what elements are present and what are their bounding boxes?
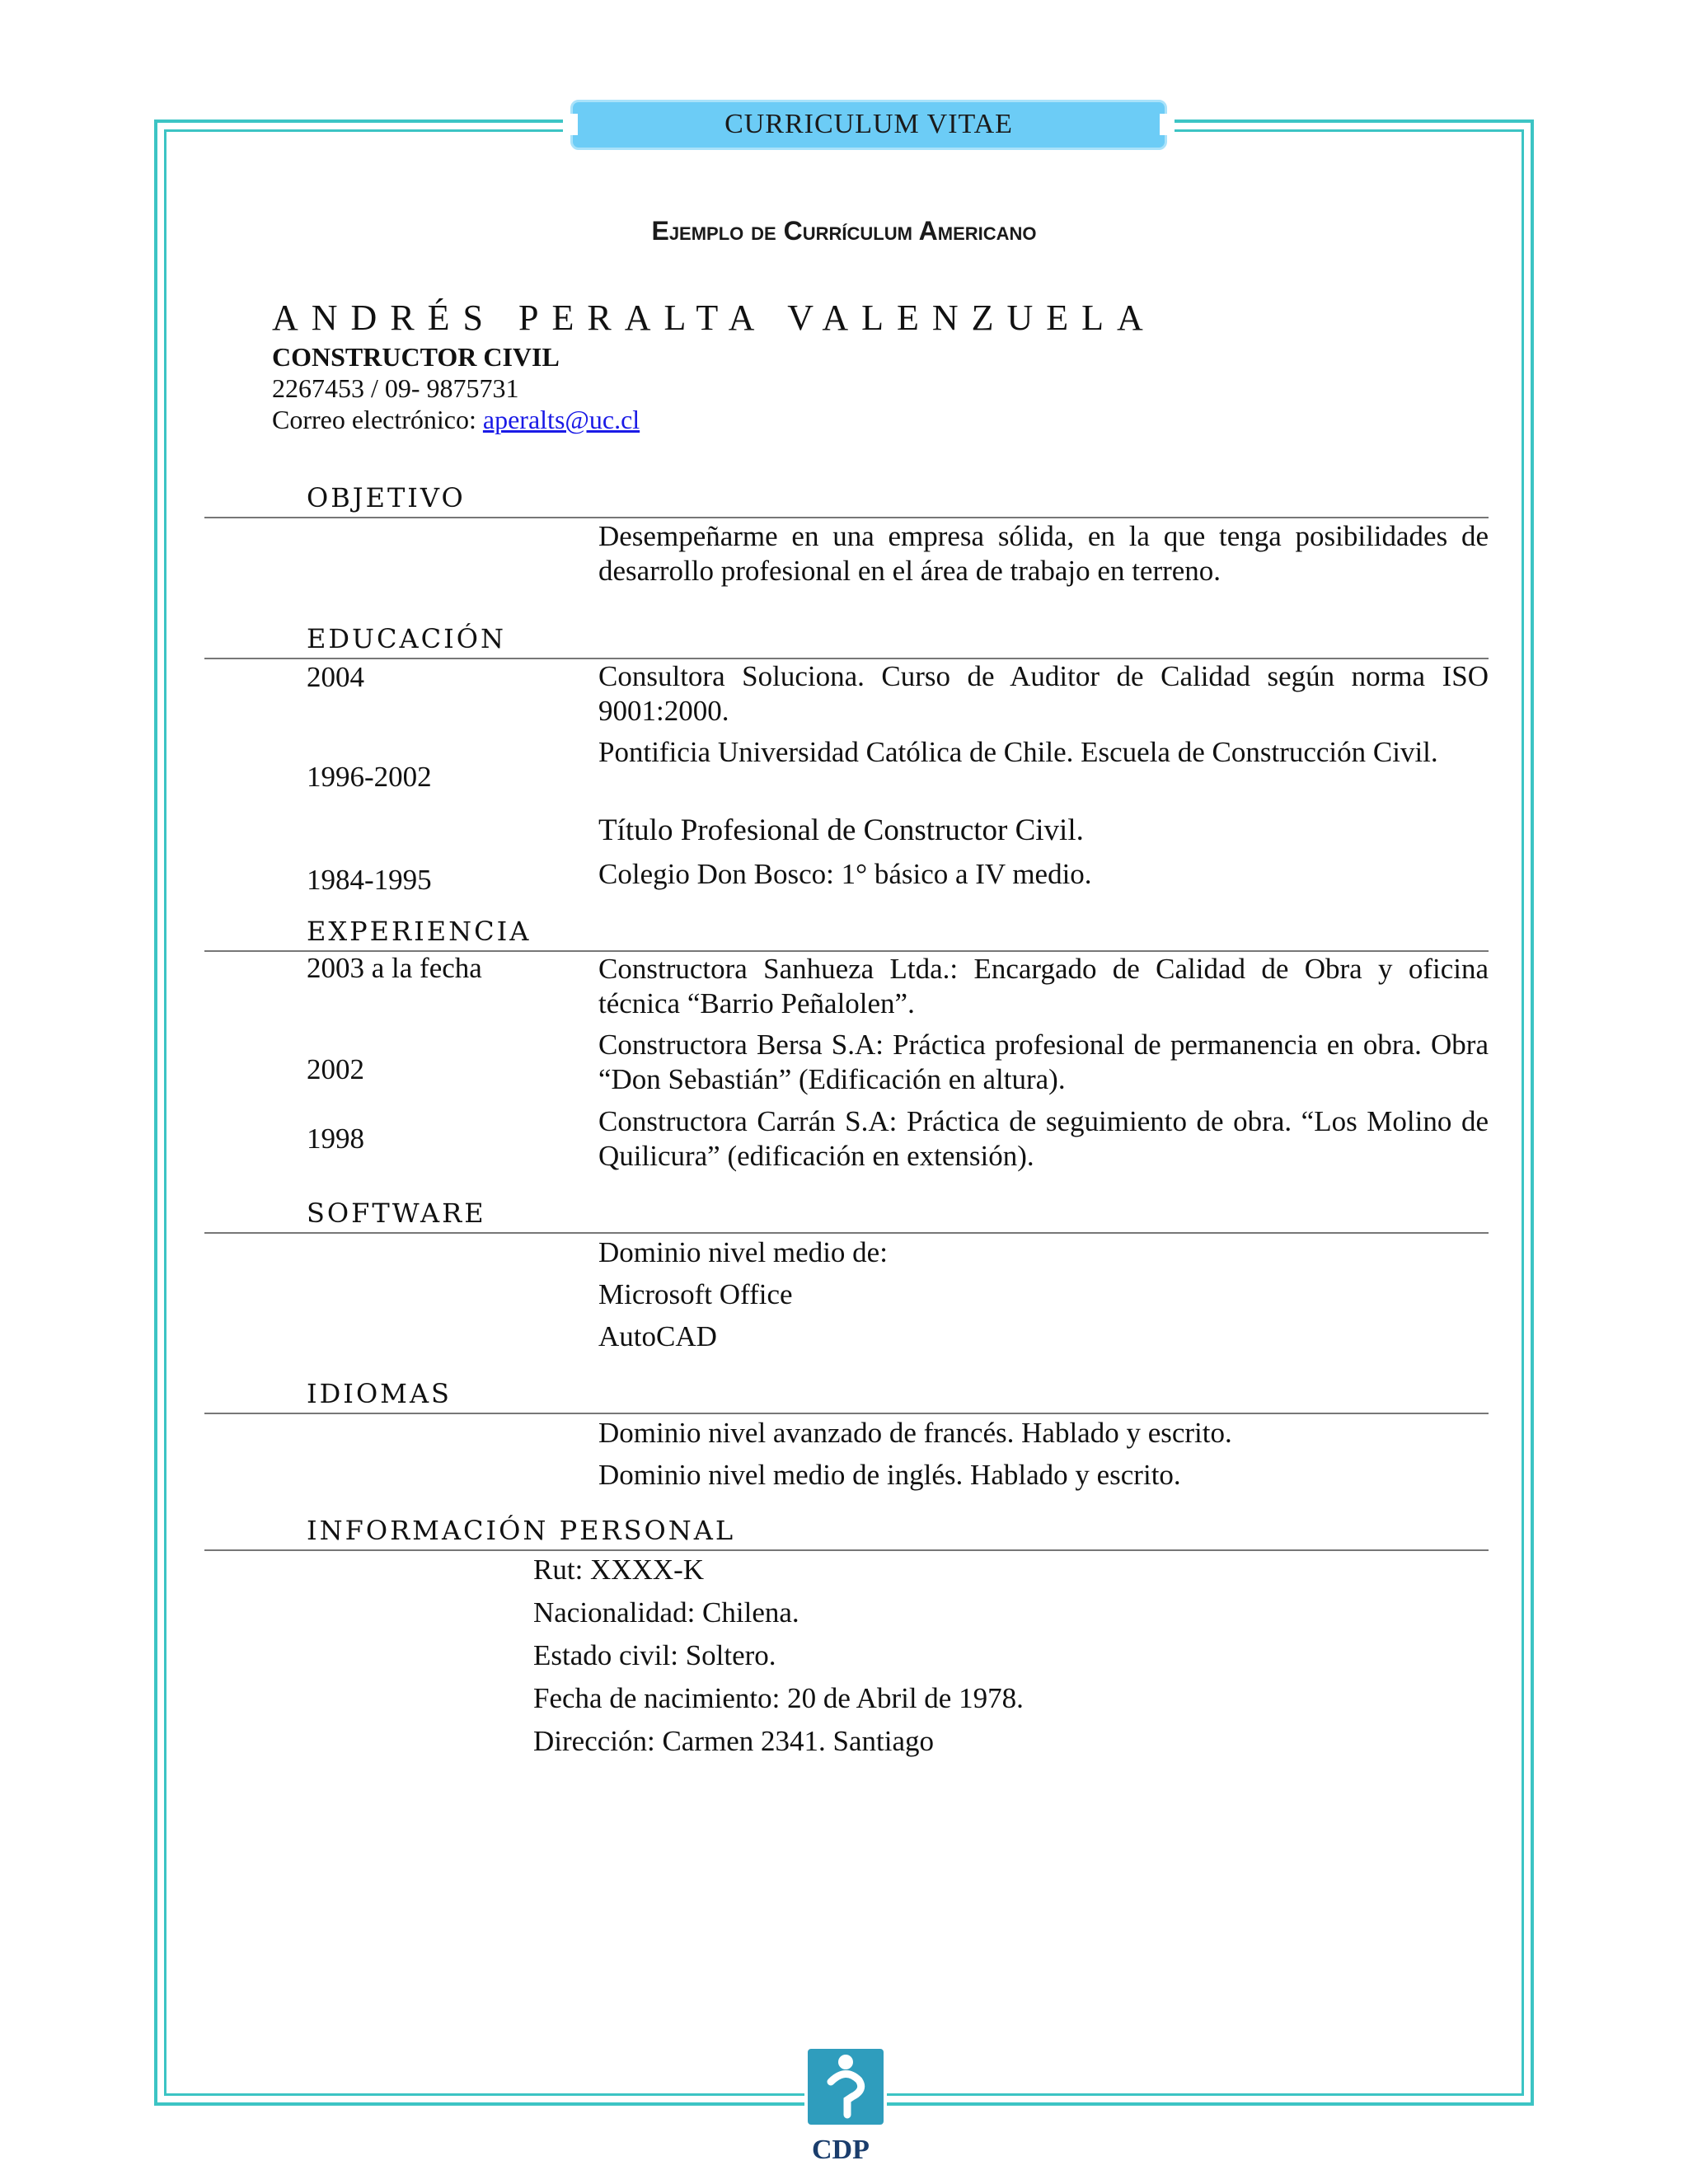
language-line: Dominio nivel medio de inglés. Hablado y escrito. bbox=[598, 1459, 1181, 1491]
education-entry: Colegio Don Bosco: 1° básico a IV medio. bbox=[598, 858, 1092, 890]
footer-logo-text: CDP bbox=[812, 2135, 870, 2165]
section-divider bbox=[204, 1413, 1489, 1414]
education-entry: Pontificia Universidad Católica de Chile. Escuela de Construcción Civil. bbox=[598, 736, 1438, 768]
experience-entry: Constructora Bersa S.A: Práctica profesional de permanencia en obra. Obra “Don Sebastián” (Edificación en altura). bbox=[598, 1029, 1489, 1095]
personal-info-line: Fecha de nacimiento: 20 de Abril de 1978. bbox=[533, 1682, 1024, 1714]
cv-banner-label: CURRICULUM VITAE bbox=[724, 109, 1013, 139]
experience-year: 2002 bbox=[307, 1053, 364, 1085]
person-name: ANDRÉS PERALTA VALENZUELA bbox=[272, 298, 1156, 338]
experience-year: 1998 bbox=[307, 1122, 364, 1155]
education-year: 1984-1995 bbox=[307, 864, 432, 896]
cv-banner bbox=[570, 100, 1167, 150]
section-title-experiencia: EXPERIENCIA bbox=[307, 916, 532, 947]
education-entry: Consultora Soluciona. Curso de Auditor de Calidad según norma ISO 9001:2000. bbox=[598, 660, 1489, 727]
person-profession: CONSTRUCTOR CIVIL bbox=[272, 342, 560, 372]
software-line: AutoCAD bbox=[598, 1320, 717, 1352]
email-label: Correo electrónico: bbox=[272, 405, 476, 434]
software-line: Microsoft Office bbox=[598, 1278, 793, 1310]
experience-entry: Constructora Carrán S.A: Práctica de seguimiento de obra. “Los Molino de Quilicura” (edificación en extensión). bbox=[598, 1105, 1489, 1172]
section-title-software: SOFTWARE bbox=[307, 1197, 486, 1229]
section-divider bbox=[204, 517, 1489, 518]
experience-year: 2003 a la fecha bbox=[307, 952, 482, 984]
personal-info-line: Dirección: Carmen 2341. Santiago bbox=[533, 1725, 934, 1757]
document-title: Ejemplo de Currículum Americano bbox=[651, 216, 1037, 246]
section-title-objetivo: OBJETIVO bbox=[307, 482, 466, 513]
section-divider bbox=[204, 1232, 1489, 1234]
education-year: 1996-2002 bbox=[307, 761, 432, 793]
experience-entry: Constructora Sanhueza Ltda.: Encargado de Calidad de Obra y oficina técnica “Barrio Peñalolen”. bbox=[598, 953, 1489, 1019]
personal-info-line: Rut: XXXX-K bbox=[533, 1554, 705, 1586]
objetivo-text: Desempeñarme en una empresa sólida, en la que tenga posibilidades de desarrollo profesional en el área de trabajo en terreno. bbox=[598, 520, 1489, 587]
language-line: Dominio nivel avanzado de francés. Hablado y escrito. bbox=[598, 1417, 1232, 1449]
info-person-icon bbox=[804, 2046, 887, 2128]
software-line: Dominio nivel medio de: bbox=[598, 1236, 888, 1268]
section-divider bbox=[204, 1549, 1489, 1551]
email-line bbox=[272, 405, 640, 435]
email-link[interactable]: aperalts@uc.cl bbox=[482, 405, 640, 434]
personal-info-line: Estado civil: Soltero. bbox=[533, 1639, 776, 1671]
section-title-educacion: EDUCACIÓN bbox=[307, 623, 506, 654]
person-phone: 2267453 / 09- 9875731 bbox=[272, 373, 519, 403]
personal-info-line: Nacionalidad: Chilena. bbox=[533, 1596, 799, 1629]
education-year: 2004 bbox=[307, 661, 364, 693]
education-entry: Título Profesional de Constructor Civil. bbox=[598, 813, 1084, 847]
section-title-personal: INFORMACIÓN PERSONAL bbox=[307, 1515, 736, 1546]
section-title-idiomas: IDIOMAS bbox=[307, 1378, 452, 1409]
